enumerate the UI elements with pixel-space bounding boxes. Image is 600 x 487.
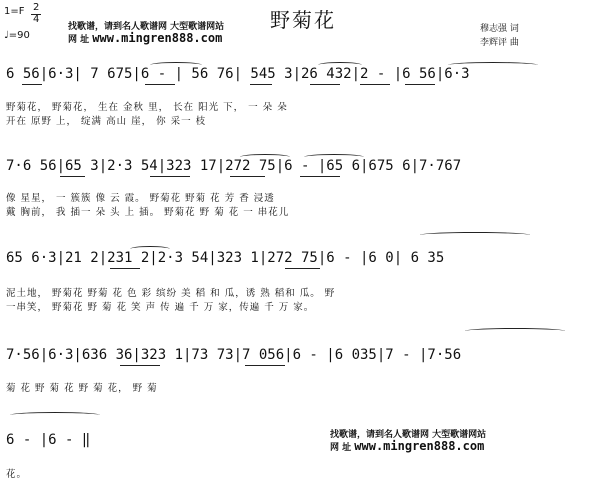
score-row-3-lyrics-2: 一串笑， 野菊花 野 菊 花 笑 声 传 遍 千 万 家，传遍 千 万 家。 bbox=[6, 302, 315, 313]
song-title: 野菊花 bbox=[270, 8, 336, 32]
score-row-5-lyrics-1: 花。 bbox=[6, 469, 28, 480]
header-ad-line1: 找歌谱，请到名人歌谱网 大型歌谱网站 bbox=[68, 22, 225, 32]
footer-ad-label: 网 址 bbox=[330, 443, 352, 453]
score-row-5-notes: 6 - |6 - ‖ bbox=[6, 432, 91, 448]
score-row-1-lyrics-1: 野菊花， 野菊花， 生在 金秋 里， 长在 阳光 下， 一 朵 朵 bbox=[6, 102, 288, 113]
tempo-marking: ♩=90 bbox=[4, 30, 30, 41]
score-row-1-notes: 6 56|6·3| 7 675|6 - | 56 76| 545 3|26 432|2 - |6 56|6·3 bbox=[6, 66, 470, 82]
meter-top: 2 bbox=[33, 2, 40, 13]
header-ad-label: 网 址 bbox=[68, 35, 90, 45]
key-signature: 1=F bbox=[4, 6, 25, 17]
header-ad bbox=[68, 22, 224, 46]
credits bbox=[480, 22, 519, 50]
quarter-note-icon: ♩ bbox=[4, 30, 9, 41]
footer-ad bbox=[330, 430, 486, 454]
footer-ad-url: www.mingren888.com bbox=[354, 439, 485, 453]
footer-ad-line1: 找歌谱，请到名人歌谱网 大型歌谱网站 bbox=[330, 430, 487, 440]
score-row-4-notes: 7·56|6·3|636 36|323 1|73 73|7 056|6 - |6 035|7 - |7·56 bbox=[6, 347, 462, 363]
score-row-2-notes: 7·6 56|65 3|2·3 54|323 17|272 75|6 - |65 6|675 6|7·767 bbox=[6, 158, 462, 174]
score-row-2-lyrics-2: 戴 胸前， 我 插一 朵 头 上 插。 野菊花 野 菊 花 一 串花儿 bbox=[6, 207, 290, 218]
score-row-1-lyrics-2: 开在 原野 上， 绽满 高山 崖， 你 采一 枝 bbox=[6, 116, 207, 127]
lyricist: 穆志强 词 bbox=[480, 24, 519, 34]
score-row-3-lyrics-1: 泥土地， 野菊花 野菊 花 色 彩 缤纷 美 稻 和 瓜，诱 熟 稻和 瓜。 野 bbox=[6, 288, 336, 299]
score-row-4-lyrics-1: 菊 花 野 菊 花 野 菊 花， 野 菊 bbox=[6, 383, 158, 394]
score-row-2-lyrics-1: 像 星星， 一 簇簇 像 云 霞。 野菊花 野菊 花 芳 香 浸透 bbox=[6, 193, 275, 204]
header-ad-url: www.mingren888.com bbox=[92, 31, 223, 45]
meter-bottom: 4 bbox=[33, 14, 40, 25]
score-row-3-notes: 65 6·3|21 2|231 2|2·3 54|323 1|272 75|6 - |6 0| 6 35 bbox=[6, 250, 445, 266]
composer: 李辉评 曲 bbox=[480, 38, 519, 48]
